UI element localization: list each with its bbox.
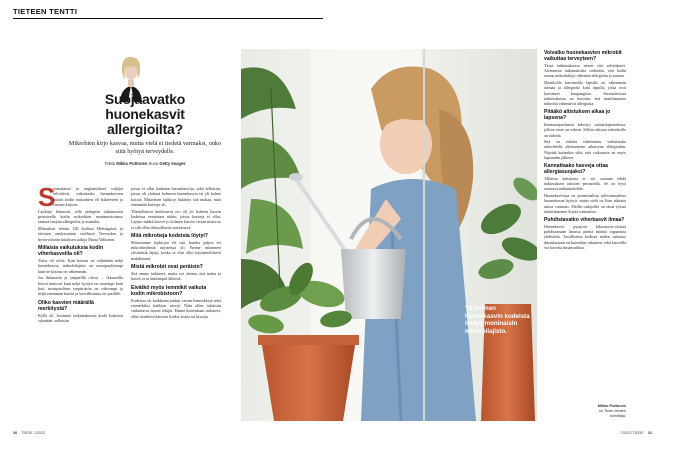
question-heading: Kannattaako kasveja ottaa allergiasuojaksi? [544, 163, 608, 176]
text-label: Teksti [104, 161, 116, 166]
signature-title: on Tiede-lehden toimittaja. [598, 408, 626, 418]
section-rule [13, 18, 323, 19]
folio-right [620, 431, 652, 435]
folio-left [13, 431, 45, 435]
answer-paragraph: Maatiloilla kasvaneilla lapsilla on vähemmän astmaa ja allergioita kuin lapsilla, jotka ovat kasvaneet kaupungissa. Suomalaisissa tutkimuksissa on havaittu, että maatilamaiset mikrobit vähentävät allergioita. [544, 80, 626, 106]
question-heading: Mitä mikrobeja kodeista löytyi? [131, 232, 208, 239]
answer-paragraph: Kodeissa oli kaikkiaan jonkin verran lemmikkejä sekä esimerkiksi kukkien värejä. Näin ollen tuloksiin vaikuttavat monet tekijät. Emme kuitenkaan tutkineet, oliko kodeissa kasvien lisäksi koiria tai kissoja. [131, 297, 221, 319]
question-heading: Voivatko huonekasvien mikrobit vaikuttaa terveyteen? [544, 50, 622, 62]
author-signature [582, 404, 626, 418]
answer-paragraph: Tällaista kehotusta ei voi suoraan tehdä tutkimuksen tulosten perusteella. Se on hyvä seuraava tutkimuskohde. [544, 176, 626, 192]
question-heading: Eivätkö myös lemmikit vaikuta kodin mikrobistoon? [131, 284, 207, 297]
body-paragraph: joissa ei ollut lainkaan huonekasveja, sekä sellaisiin, joissa oli yhdestä kolmeen huonekasvia tai yli kolme kasvia. Mikrobien lajikirjo lisääntyi sitä mukaa, mitä enemmän kasveja oli. [131, 186, 221, 207]
answer-paragraph: Huonekasveista on potentiaalista tulevaisuudessa huomattavaa hyötyä, mutta vielä on liian aikaista sanoa varmasti. Meillä tutkijoilla on tässä työssä tehtävänämme löytää vastauksia. [544, 193, 626, 214]
image-label: Kuva [148, 161, 159, 166]
answer-paragraph: Immuunipuolustus kehittyy varhaislapsuudessa, jolloin vaste on vahvin. Silloin altistus mikrobeille on tärkeää. [544, 122, 626, 138]
body-paragraph: Tilastollisesti merkitsevä ero oli yli kolmen kasvin kodeissa verrattuna niihin, joissa kasveja ei ollut. Lajisto määrä kasvoi jo kolmen kasvin verran mutta se ei silti ollut tilastollisesti merkitsevä. [131, 208, 221, 230]
answer-paragraph: Tässä tutkimuksessa emme sitä selvittäneet. Aiemmista tutkimuksista tiedetään, että kodin runsas mikrobikirjo vähentää allergioita ja astmaa. [544, 63, 626, 79]
article-column-2 [131, 186, 221, 320]
intro-paragraph: uomalaiset ja englantilaiset tutkijat selvittivät, vaikuttaako huonekasvien määrä kodin mikrobien eli bakteerien ja sienten kirjoon. [53, 186, 123, 207]
lead-text: Mikrobien kirjo kasvaa, mutta vielä ei tiedetä varmaksi, onko siitä hyötyä terveydelle. [68, 140, 222, 155]
article-photo [241, 49, 537, 421]
question-heading: Millaisia vaikutuksia kodin viherkasveilla oli? [38, 244, 104, 257]
answer-paragraph: Tulos oli selvä. Kun kotona on vähintään neljä huonekasvia, mikrobilajisto on monipuolisempi kuin ne kotona on vähemmän. [38, 257, 123, 274]
page-title: Suojaavatko huonekasvit allergioilta? [104, 91, 186, 137]
answer-paragraph: Huonekasvit pystyvät laboratorio-oloissa puhdistamaan ilmasta pieniä määriä orgaanisia yhdisteitä. Tavallisessa kodissa niiden vaikutus ilmanlaatuun on kuitenkin vähäinen, eikä kasveilla voi korvata ilmanvaihtoa. [544, 223, 626, 250]
signature-name: Mikko Puttonen [597, 404, 626, 408]
dropcap: S [38, 182, 56, 212]
article-column-3 [544, 50, 626, 251]
question-heading: Oliko kasvien määrällä merkitystä? [38, 299, 94, 312]
question-heading: Pitääkö altistuksen alkaa jo lapsena? [544, 109, 611, 122]
author-name: Mikko Puttonen [116, 161, 148, 166]
answer-paragraph: Jos ikkunasta ja ympärillä olivat ... ikkunoilla kasvit tuntuvat kuin neljä hyötyä on suurempi kuin koti, monipuolisen ympäristön on vahvempi ja neljä enemmän kasvia ja kasvillisuutta eri puolille. [38, 275, 123, 297]
page-number: 30 [13, 431, 18, 435]
magazine-issue: 7/2022 TIEDE [619, 431, 644, 435]
question-heading: Puhdistavatko viherkasvit ilmaa? [544, 216, 625, 223]
answer-paragraph: Sitä emme tutkineet, mutta voi olettaa, että multa ja kasvit ovat tärkeimpiä lähteitä. [131, 271, 221, 282]
byline [66, 161, 224, 166]
answer-paragraph: Sitä on tutkittu vähemmän, vaikuttaako mikrobeille altistuminen aikuisena allergioihin. Näyttää kuitenkin siltä, että vaikutusta on myös lapsuuden jälkeen. [544, 139, 626, 160]
question-heading: Mistä mikrobit ovat peräisin? [131, 264, 203, 271]
intro-paragraph: Lajikirjo kiinnosti, sillä aiempien tutkimusten perusteella kodin mikrobien monimuotoisuus saattaa suojata allergioilta ja astmalta. [38, 208, 123, 225]
section-tag: TIETEEN TENTTI [13, 7, 78, 16]
intro-paragraph: Mittaukset tehtiin 150 kodissa Helsingissä, ja tulosten analysoinnin osallistui Terveyden ja hyvinvoinnin laitoksen tutkija Maria Valkonen. [38, 226, 123, 242]
article-column-1 [38, 182, 123, 325]
photo-caption: Yli kolmen huonekasvin kodeista löytyy moninaisin mikrobilajisto. [465, 305, 530, 335]
image-source: Getty Images [159, 161, 186, 166]
answer-paragraph: Kyllä oli. Jaoimme tutkimuksessa kodit kolmeen ryhmään: sellaisiin [38, 312, 123, 323]
page-number: 31 [647, 431, 652, 435]
magazine-issue: TIEDE 7/2022 [21, 431, 46, 435]
answer-paragraph: Mittasimme lajikirjoa eli sitä, kuinka paljon eri mikrobiryhmiä näytteissä oli. Emme mitanneet yksittäisiä lajeja, koska se olisi ollut käytännöllisesti mahdotonta. [131, 239, 221, 261]
